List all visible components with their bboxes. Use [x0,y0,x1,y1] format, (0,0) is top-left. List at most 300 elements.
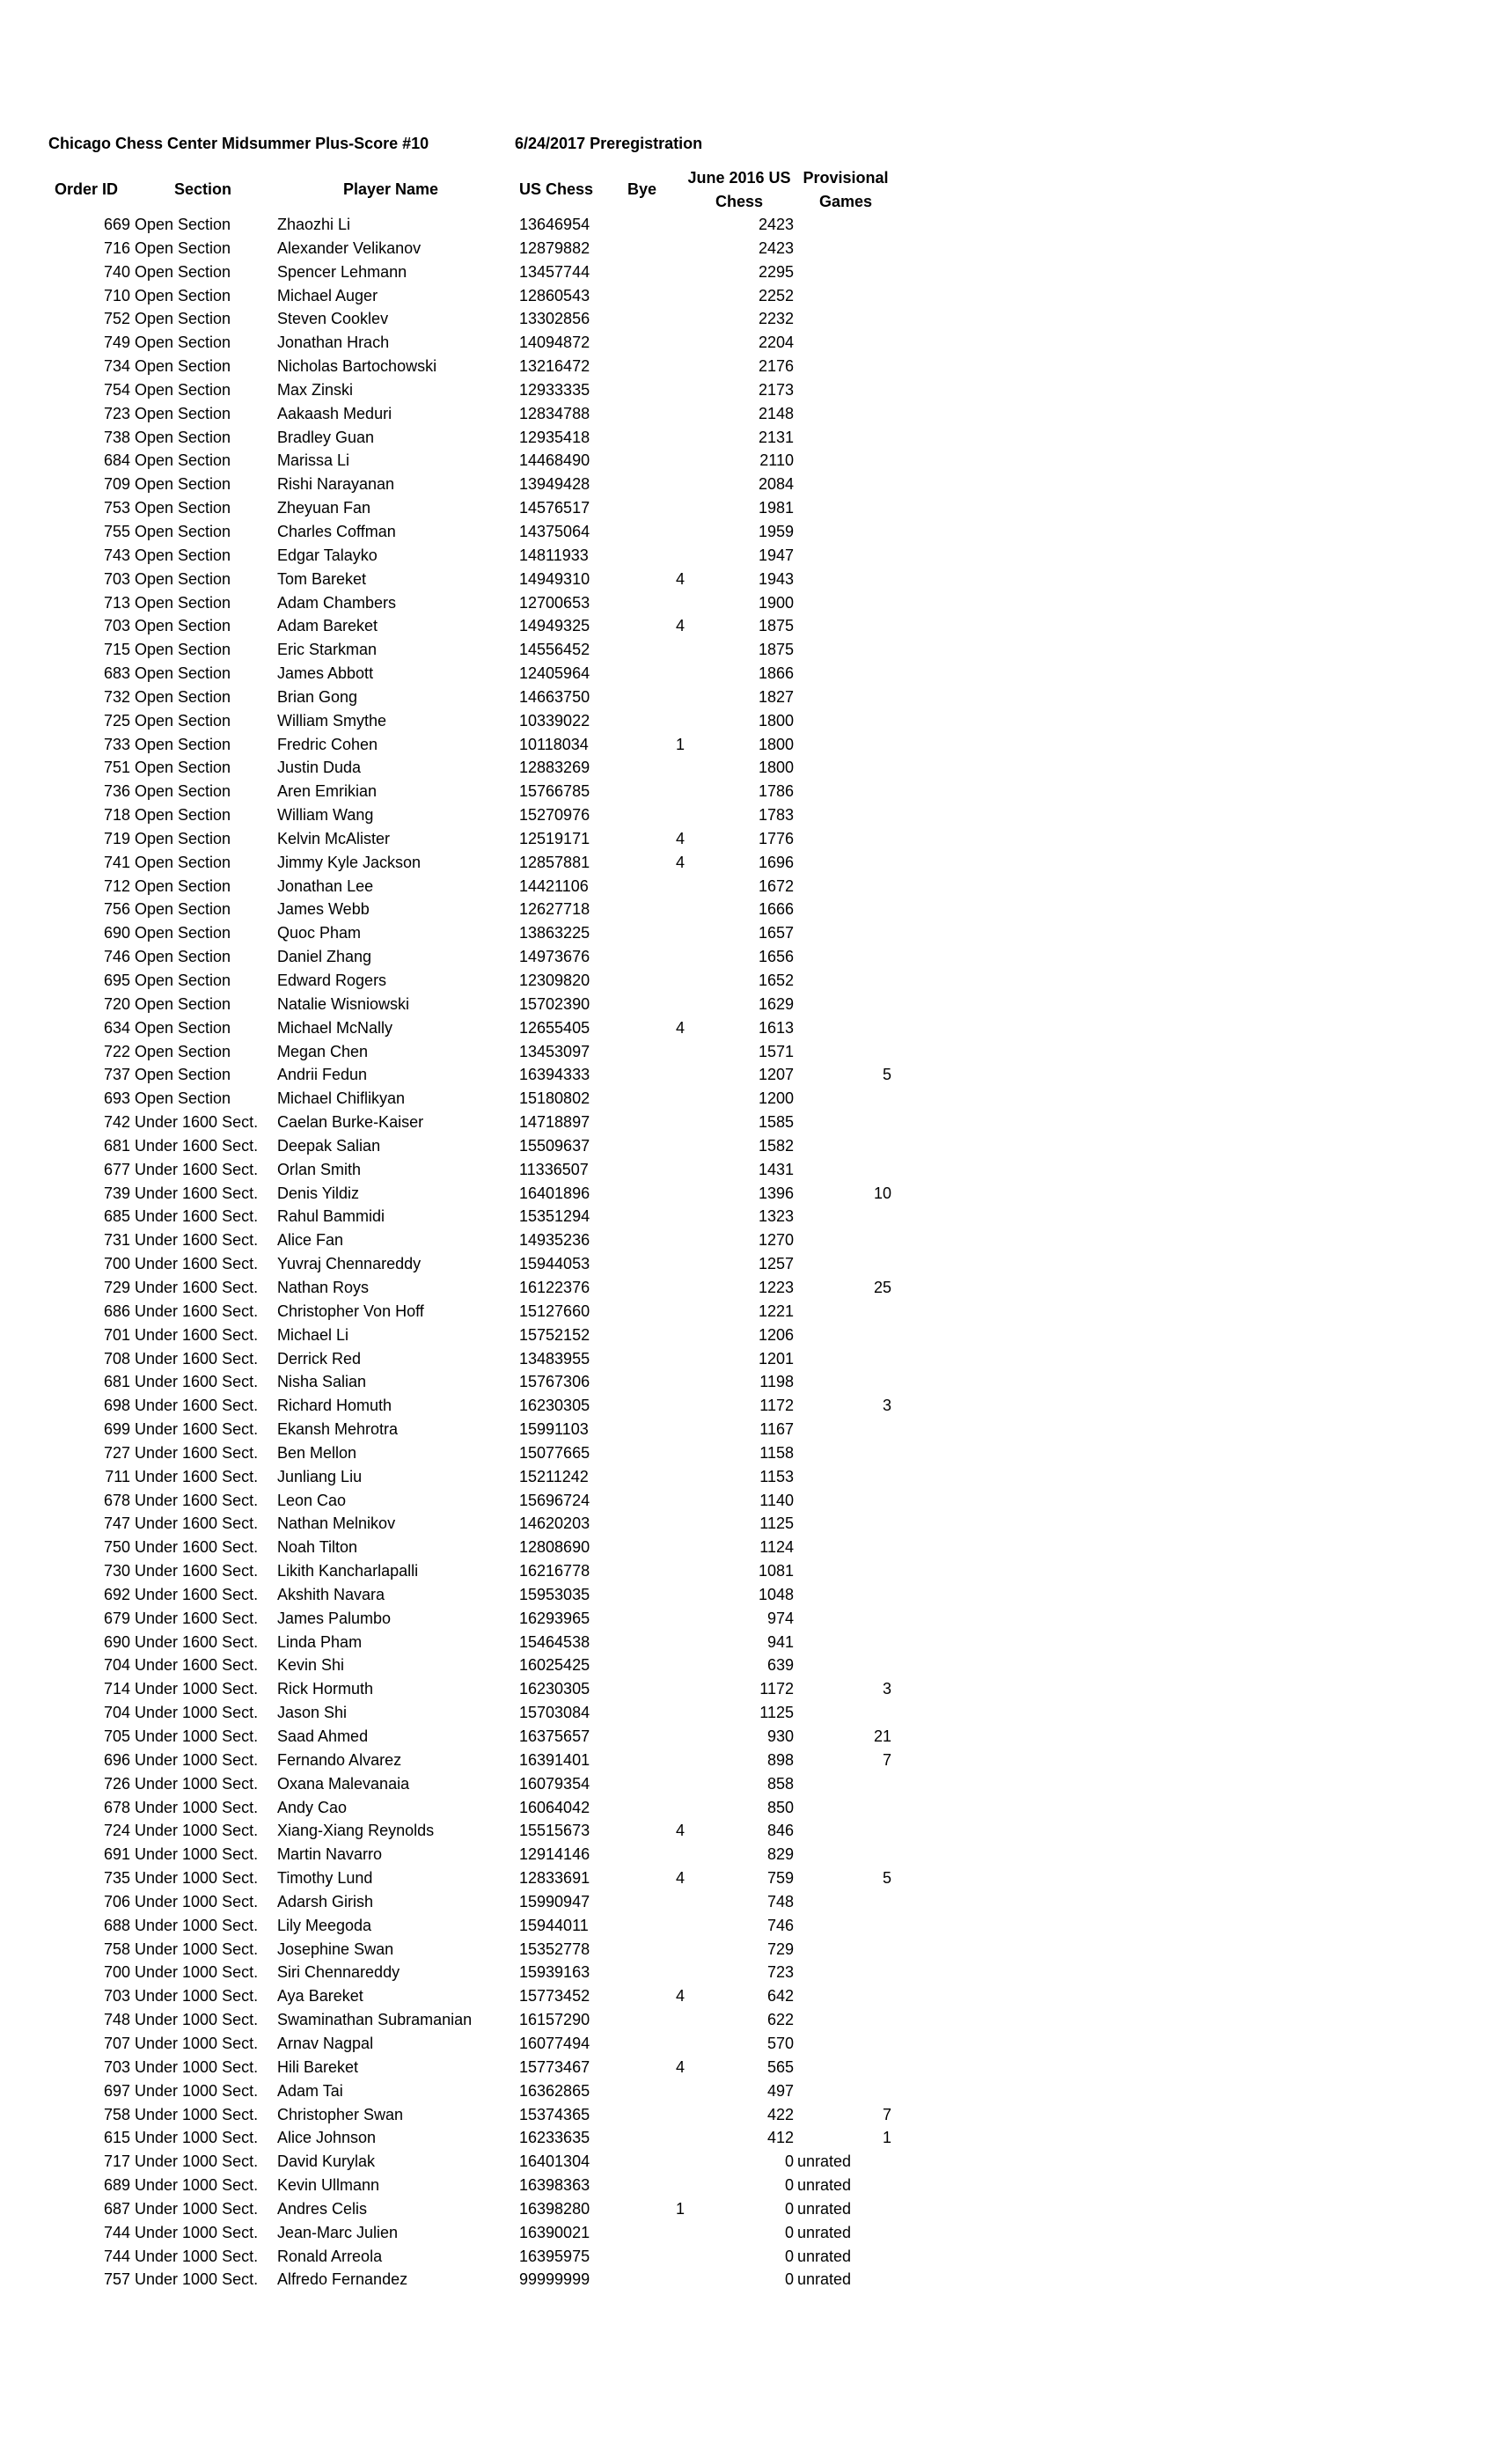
section-cell: Open Section [135,664,231,683]
section-cell: Open Section [135,994,231,1013]
table-row [0,662,1496,686]
table-row [0,2174,1496,2197]
player-name-cell: Michael Li [277,1325,349,1344]
player-name-cell: William Smythe [277,711,387,730]
order-id-cell: 731 [103,1231,130,1250]
player-name-cell: James Webb [277,900,370,919]
table-row [0,1749,1496,1772]
header-us-chess: US Chess [519,180,594,198]
section-cell: Open Section [135,853,231,871]
rating-cell: 1125 [759,1704,794,1722]
section-cell: Under 1600 Sect. [135,1420,259,1439]
rating-cell: 1875 [758,617,794,635]
order-id-cell: 709 [103,475,130,494]
us-chess-id-cell: 15773467 [519,2057,590,2076]
rating-cell: 1875 [758,641,794,659]
bye-cell: 4 [675,2057,685,2076]
rating-cell: 2084 [758,475,794,494]
table-row [0,2268,1496,2292]
header-player-name: Player Name [343,180,439,198]
section-cell: Under 1000 Sect. [135,1774,259,1793]
header-rating-line1: June 2016 US [687,169,791,187]
us-chess-id-cell: 12655405 [519,1018,590,1037]
section-cell: Under 1600 Sect. [135,1136,259,1155]
section-cell: Under 1600 Sect. [135,1491,259,1509]
table-row [0,1701,1496,1725]
order-id-cell: 758 [103,1940,130,1958]
table-row [0,355,1496,378]
order-id-cell: 703 [103,2057,130,2076]
rating-cell: 974 [766,1609,794,1627]
player-name-cell: Adam Bareket [277,617,378,635]
table-row [0,1631,1496,1654]
us-chess-id-cell: 16077494 [519,2034,590,2052]
table-row [0,898,1496,921]
table-row [0,1370,1496,1394]
table-row [0,307,1496,331]
section-cell: Open Section [135,900,231,919]
order-id-cell: 722 [103,1042,130,1060]
provisional-games-cell: 5 [882,1066,891,1084]
section-cell: Open Section [135,569,231,588]
us-chess-id-cell: 15752152 [519,1325,590,1344]
player-name-cell: Hili Bareket [277,2057,359,2076]
player-name-cell: Kevin Ullmann [277,2176,380,2195]
player-name-cell: Aya Bareket [277,1987,363,2006]
order-id-cell: 703 [103,1987,130,2006]
rating-cell: 1140 [759,1491,794,1509]
rating-cell: 1672 [758,876,794,895]
section-cell: Under 1000 Sect. [135,1704,259,1722]
order-id-cell: 757 [103,2270,130,2289]
rating-cell: 2110 [759,451,794,470]
table-row [0,1984,1496,2008]
section-cell: Under 1600 Sect. [135,1397,259,1415]
rating-cell: 0 [784,2223,794,2241]
table-row [0,1040,1496,1064]
table-row [0,213,1496,237]
order-id-cell: 719 [103,829,130,847]
us-chess-id-cell: 16401304 [519,2152,590,2171]
us-chess-id-cell: 12933335 [519,380,590,399]
section-cell: Under 1000 Sect. [135,1963,259,1982]
section-cell: Under 1000 Sect. [135,1680,259,1698]
us-chess-id-cell: 15944053 [519,1255,590,1273]
us-chess-id-cell: 16122376 [519,1278,590,1296]
us-chess-id-cell: 16230305 [519,1680,590,1698]
rating-cell: 2232 [758,310,794,328]
provisional-games-cell: 5 [882,1869,891,1888]
section-cell: Open Section [135,380,231,399]
order-id-cell: 681 [103,1373,130,1391]
rating-cell: 1652 [758,972,794,989]
section-cell: Under 1600 Sect. [135,1184,259,1202]
us-chess-id-cell: 15766785 [519,782,590,801]
us-chess-id-cell: 15374365 [519,2105,590,2123]
order-id-cell: 758 [103,2105,130,2123]
order-id-cell: 748 [103,2011,130,2029]
rating-cell: 1786 [758,782,794,801]
section-cell: Under 1000 Sect. [135,1822,259,1840]
order-id-cell: 736 [103,782,130,801]
table-row [0,2032,1496,2056]
us-chess-id-cell: 99999999 [519,2270,590,2289]
us-chess-id-cell: 16233635 [519,2129,590,2147]
order-id-cell: 678 [103,1798,130,1816]
player-name-cell: Alice Johnson [277,2129,377,2147]
order-id-cell: 699 [103,1420,130,1439]
table-row [0,520,1496,544]
player-name-cell: Charles Coffman [277,522,396,540]
rating-cell: 0 [784,2270,794,2289]
section-cell: Under 1000 Sect. [135,2011,259,2029]
bye-cell: 1 [675,735,685,753]
order-id-cell: 730 [103,1562,130,1580]
rating-cell: 941 [766,1632,794,1651]
header-prov-line1: Provisional [803,169,889,187]
table-row [0,827,1496,851]
table-row [0,1489,1496,1513]
rating-cell: 1657 [758,924,794,942]
order-id-cell: 685 [103,1207,130,1226]
rating-cell: 1571 [758,1042,794,1060]
section-cell: Under 1600 Sect. [135,1443,259,1462]
section-cell: Under 1000 Sect. [135,2105,259,2123]
player-name-cell: Adam Tai [277,2081,343,2100]
order-id-cell: 687 [103,2199,130,2218]
table-row [0,1158,1496,1182]
player-name-cell: Ben Mellon [277,1443,357,1462]
us-chess-id-cell: 16230305 [519,1397,590,1415]
order-id-cell: 732 [103,687,130,706]
table-row [0,803,1496,827]
us-chess-id-cell: 12857881 [519,853,590,871]
section-cell: Under 1600 Sect. [135,1160,259,1178]
table-row [0,1063,1496,1087]
order-id-cell: 733 [103,735,130,753]
player-name-cell: Siri Chennareddy [277,1963,400,1982]
order-id-cell: 681 [103,1136,130,1155]
order-id-cell: 741 [103,853,130,871]
section-cell: Under 1600 Sect. [135,1302,259,1320]
us-chess-id-cell: 15702390 [519,994,590,1013]
table-row [0,851,1496,875]
section-cell: Open Section [135,806,231,825]
rating-cell: 1125 [759,1514,794,1533]
order-id-cell: 697 [103,2081,130,2100]
order-id-cell: 684 [103,451,130,470]
player-name-cell: Richard Homuth [277,1397,392,1415]
section-cell: Open Section [135,687,231,706]
us-chess-id-cell: 14375064 [519,522,590,540]
table-row [0,993,1496,1016]
table-row [0,1347,1496,1371]
us-chess-id-cell: 13216472 [519,357,590,376]
header-provisional [798,166,893,214]
section-cell: Under 1000 Sect. [135,2129,259,2147]
rating-cell: 1582 [758,1136,794,1155]
player-name-cell: Michael Auger [277,286,378,304]
rating-cell: 422 [766,2105,794,2123]
us-chess-id-cell: 15180802 [519,1089,590,1108]
section-cell: Under 1000 Sect. [135,1987,259,2006]
order-id-cell: 695 [103,972,130,989]
section-cell: Under 1000 Sect. [135,1869,259,1888]
rating-cell: 1613 [758,1018,794,1037]
player-name-cell: Michael Chiflikyan [277,1089,406,1108]
section-cell: Open Section [135,876,231,895]
player-name-cell: Leon Cao [277,1491,347,1509]
section-cell: Open Section [135,475,231,494]
table-row [0,945,1496,969]
us-chess-id-cell: 14949325 [519,617,590,635]
us-chess-id-cell: 15211242 [519,1467,589,1485]
player-name-cell: Alfredo Fernandez [277,2270,408,2289]
section-cell: Open Section [135,782,231,801]
rating-cell: 2148 [758,404,794,422]
order-id-cell: 704 [103,1704,130,1722]
order-id-cell: 711 [105,1467,130,1485]
table-row [0,1866,1496,1890]
order-id-cell: 750 [103,1538,130,1557]
us-chess-id-cell: 16398280 [519,2199,590,2218]
rating-cell: 0 [784,2176,794,2195]
player-name-cell: Jimmy Kyle Jackson [277,853,422,871]
us-chess-id-cell: 16398363 [519,2176,590,2195]
section-cell: Open Section [135,759,231,777]
rating-cell: 1776 [758,829,794,847]
player-name-cell: Oxana Malevanaia [277,1774,410,1793]
bye-cell: 4 [675,1869,685,1888]
order-id-cell: 751 [103,759,130,777]
table-row [0,1654,1496,1677]
section-cell: Under 1000 Sect. [135,2270,259,2289]
section-cell: Open Section [135,499,231,517]
table-row [0,614,1496,638]
section-cell: Open Section [135,522,231,540]
provisional-games-cell: 3 [882,1397,891,1415]
table-row [0,568,1496,591]
section-cell: Open Section [135,546,231,564]
player-name-cell: Arnav Nagpal [277,2034,374,2052]
order-id-cell: 710 [103,286,130,304]
us-chess-id-cell: 15703084 [519,1704,590,1722]
order-id-cell: 691 [103,1845,130,1864]
us-chess-id-cell: 13949428 [519,475,590,494]
player-name-cell: Adarsh Girish [277,1892,374,1910]
rating-cell: 2295 [758,262,794,281]
order-id-cell: 688 [103,1916,130,1934]
section-cell: Under 1600 Sect. [135,1255,259,1273]
table-row [0,1796,1496,1820]
player-name-cell: Spencer Lehmann [277,262,407,281]
us-chess-id-cell: 14421106 [519,876,589,895]
order-id-cell: 735 [103,1869,130,1888]
bye-cell: 4 [675,829,685,847]
us-chess-id-cell: 12833691 [519,1869,590,1888]
table-row [0,1725,1496,1749]
rating-cell: 2173 [758,380,794,399]
table-row [0,2197,1496,2221]
player-name-cell: Rishi Narayanan [277,475,395,494]
table-row [0,1961,1496,1984]
us-chess-id-cell: 12627718 [519,900,590,919]
us-chess-id-cell: 15944011 [519,1916,589,1934]
player-name-cell: Josephine Swan [277,1940,394,1958]
table-row [0,733,1496,757]
order-id-cell: 707 [103,2034,130,2052]
table-row [0,1441,1496,1465]
rating-cell: 1198 [759,1373,794,1391]
rating-cell: 1201 [758,1349,794,1368]
table-row [0,1394,1496,1418]
section-cell: Under 1000 Sect. [135,2152,259,2171]
order-id-cell: 740 [103,262,130,281]
table-row [0,1890,1496,1914]
order-id-cell: 677 [103,1160,130,1178]
order-id-cell: 743 [103,546,130,564]
section-cell: Under 1600 Sect. [135,1562,259,1580]
us-chess-id-cell: 15515673 [519,1822,590,1840]
order-id-cell: 713 [103,593,130,612]
order-id-cell: 700 [103,1255,130,1273]
us-chess-id-cell: 16362865 [519,2081,590,2100]
us-chess-id-cell: 12309820 [519,972,590,989]
player-name-cell: Kelvin McAlister [277,829,391,847]
rating-cell: 1943 [758,569,794,588]
table-row [0,2221,1496,2245]
section-cell: Open Section [135,334,231,352]
order-id-cell: 705 [103,1727,130,1745]
table-row [0,638,1496,662]
table-row [0,1418,1496,1441]
order-id-cell: 744 [103,2247,130,2265]
player-name-cell: Nisha Salian [277,1373,367,1391]
rating-cell: 850 [766,1798,794,1816]
section-cell: Under 1000 Sect. [135,1940,259,1958]
order-id-cell: 746 [103,948,130,966]
header-rating [686,166,792,214]
player-name-cell: Nicholas Bartochowski [277,357,437,376]
player-name-cell: Ekansh Mehrotra [277,1420,399,1439]
section-cell: Open Section [135,617,231,635]
section-cell: Open Section [135,1042,231,1060]
us-chess-id-cell: 15767306 [519,1373,590,1391]
table-row [0,2126,1496,2150]
player-name-cell: Justin Duda [277,759,362,777]
player-name-cell: Timothy Lund [277,1869,373,1888]
rating-cell: 829 [766,1845,794,1864]
table-row [0,1205,1496,1228]
table-row [0,1228,1496,1252]
us-chess-id-cell: 12879882 [519,238,590,257]
table-row [0,780,1496,803]
table-row [0,686,1496,709]
header-prov-line2: Games [818,193,873,210]
player-name-cell: Aakaash Meduri [277,404,392,422]
us-chess-id-cell: 16395975 [519,2247,590,2265]
us-chess-id-cell: 12860543 [519,286,590,304]
player-name-cell: Noah Tilton [277,1538,358,1557]
us-chess-id-cell: 13646954 [519,216,590,233]
table-row [0,1324,1496,1347]
order-id-cell: 742 [103,1113,130,1132]
table-row [0,2008,1496,2032]
section-cell: Under 1000 Sect. [135,1892,259,1910]
rating-cell: 1206 [758,1325,794,1344]
table-row [0,709,1496,733]
player-name-cell: Akshith Navara [277,1585,385,1603]
rating-cell: 1981 [758,499,794,517]
order-id-cell: 756 [103,900,130,919]
rating-cell: 0 [784,2152,794,2171]
player-name-cell: Eric Starkman [277,641,378,659]
order-id-cell: 718 [103,806,130,825]
preregistration-date: 6/24/2017 Preregistration [515,135,703,152]
rating-cell: 1866 [758,664,794,683]
us-chess-id-cell: 14468490 [519,451,590,470]
player-name-cell: Natalie Wisniowski [277,994,410,1013]
rating-cell: 898 [766,1750,794,1769]
section-cell: Open Section [135,1018,231,1037]
rating-cell: 412 [766,2129,794,2147]
header-order-id: Order ID [55,180,119,198]
provisional-games-cell: unrated [797,2247,852,2265]
us-chess-id-cell: 15464538 [519,1632,590,1651]
section-cell: Under 1600 Sect. [135,1514,259,1533]
us-chess-id-cell: 14935236 [519,1231,590,1250]
order-id-cell: 704 [103,1656,130,1675]
player-name-cell: Edgar Talayko [277,546,378,564]
us-chess-id-cell: 16391401 [519,1750,590,1769]
player-name-cell: Jonathan Lee [277,876,374,895]
us-chess-id-cell: 15773452 [519,1987,590,2006]
provisional-games-cell: 25 [873,1278,891,1296]
player-name-cell: Linda Pham [277,1632,363,1651]
table-row [0,1583,1496,1607]
table-row [0,1134,1496,1158]
us-chess-id-cell: 16025425 [519,1656,590,1675]
table-row [0,1559,1496,1583]
rating-cell: 0 [784,2247,794,2265]
section-cell: Under 1000 Sect. [135,2057,259,2076]
player-table [0,213,1496,2292]
player-name-cell: Nathan Melnikov [277,1514,396,1533]
player-name-cell: Christopher Swan [277,2105,404,2123]
us-chess-id-cell: 12808690 [519,1538,590,1557]
us-chess-id-cell: 15696724 [519,1491,590,1509]
rating-cell: 846 [766,1822,794,1840]
section-cell: Open Section [135,404,231,422]
section-cell: Under 1600 Sect. [135,1207,259,1226]
table-row [0,496,1496,520]
order-id-cell: 703 [103,569,130,588]
us-chess-id-cell: 14556452 [519,641,590,659]
table-row [0,1677,1496,1701]
rating-cell: 1629 [758,994,794,1013]
table-row [0,284,1496,308]
section-cell: Under 1000 Sect. [135,1727,259,1745]
rating-cell: 1270 [758,1231,794,1250]
section-cell: Open Section [135,593,231,612]
us-chess-id-cell: 15352778 [519,1940,590,1958]
us-chess-id-cell: 15991103 [519,1420,589,1439]
section-cell: Under 1600 Sect. [135,1349,259,1368]
section-cell: Under 1600 Sect. [135,1656,259,1675]
section-cell: Open Section [135,451,231,470]
player-name-cell: Denis Yildiz [277,1184,360,1202]
section-cell: Open Section [135,924,231,942]
